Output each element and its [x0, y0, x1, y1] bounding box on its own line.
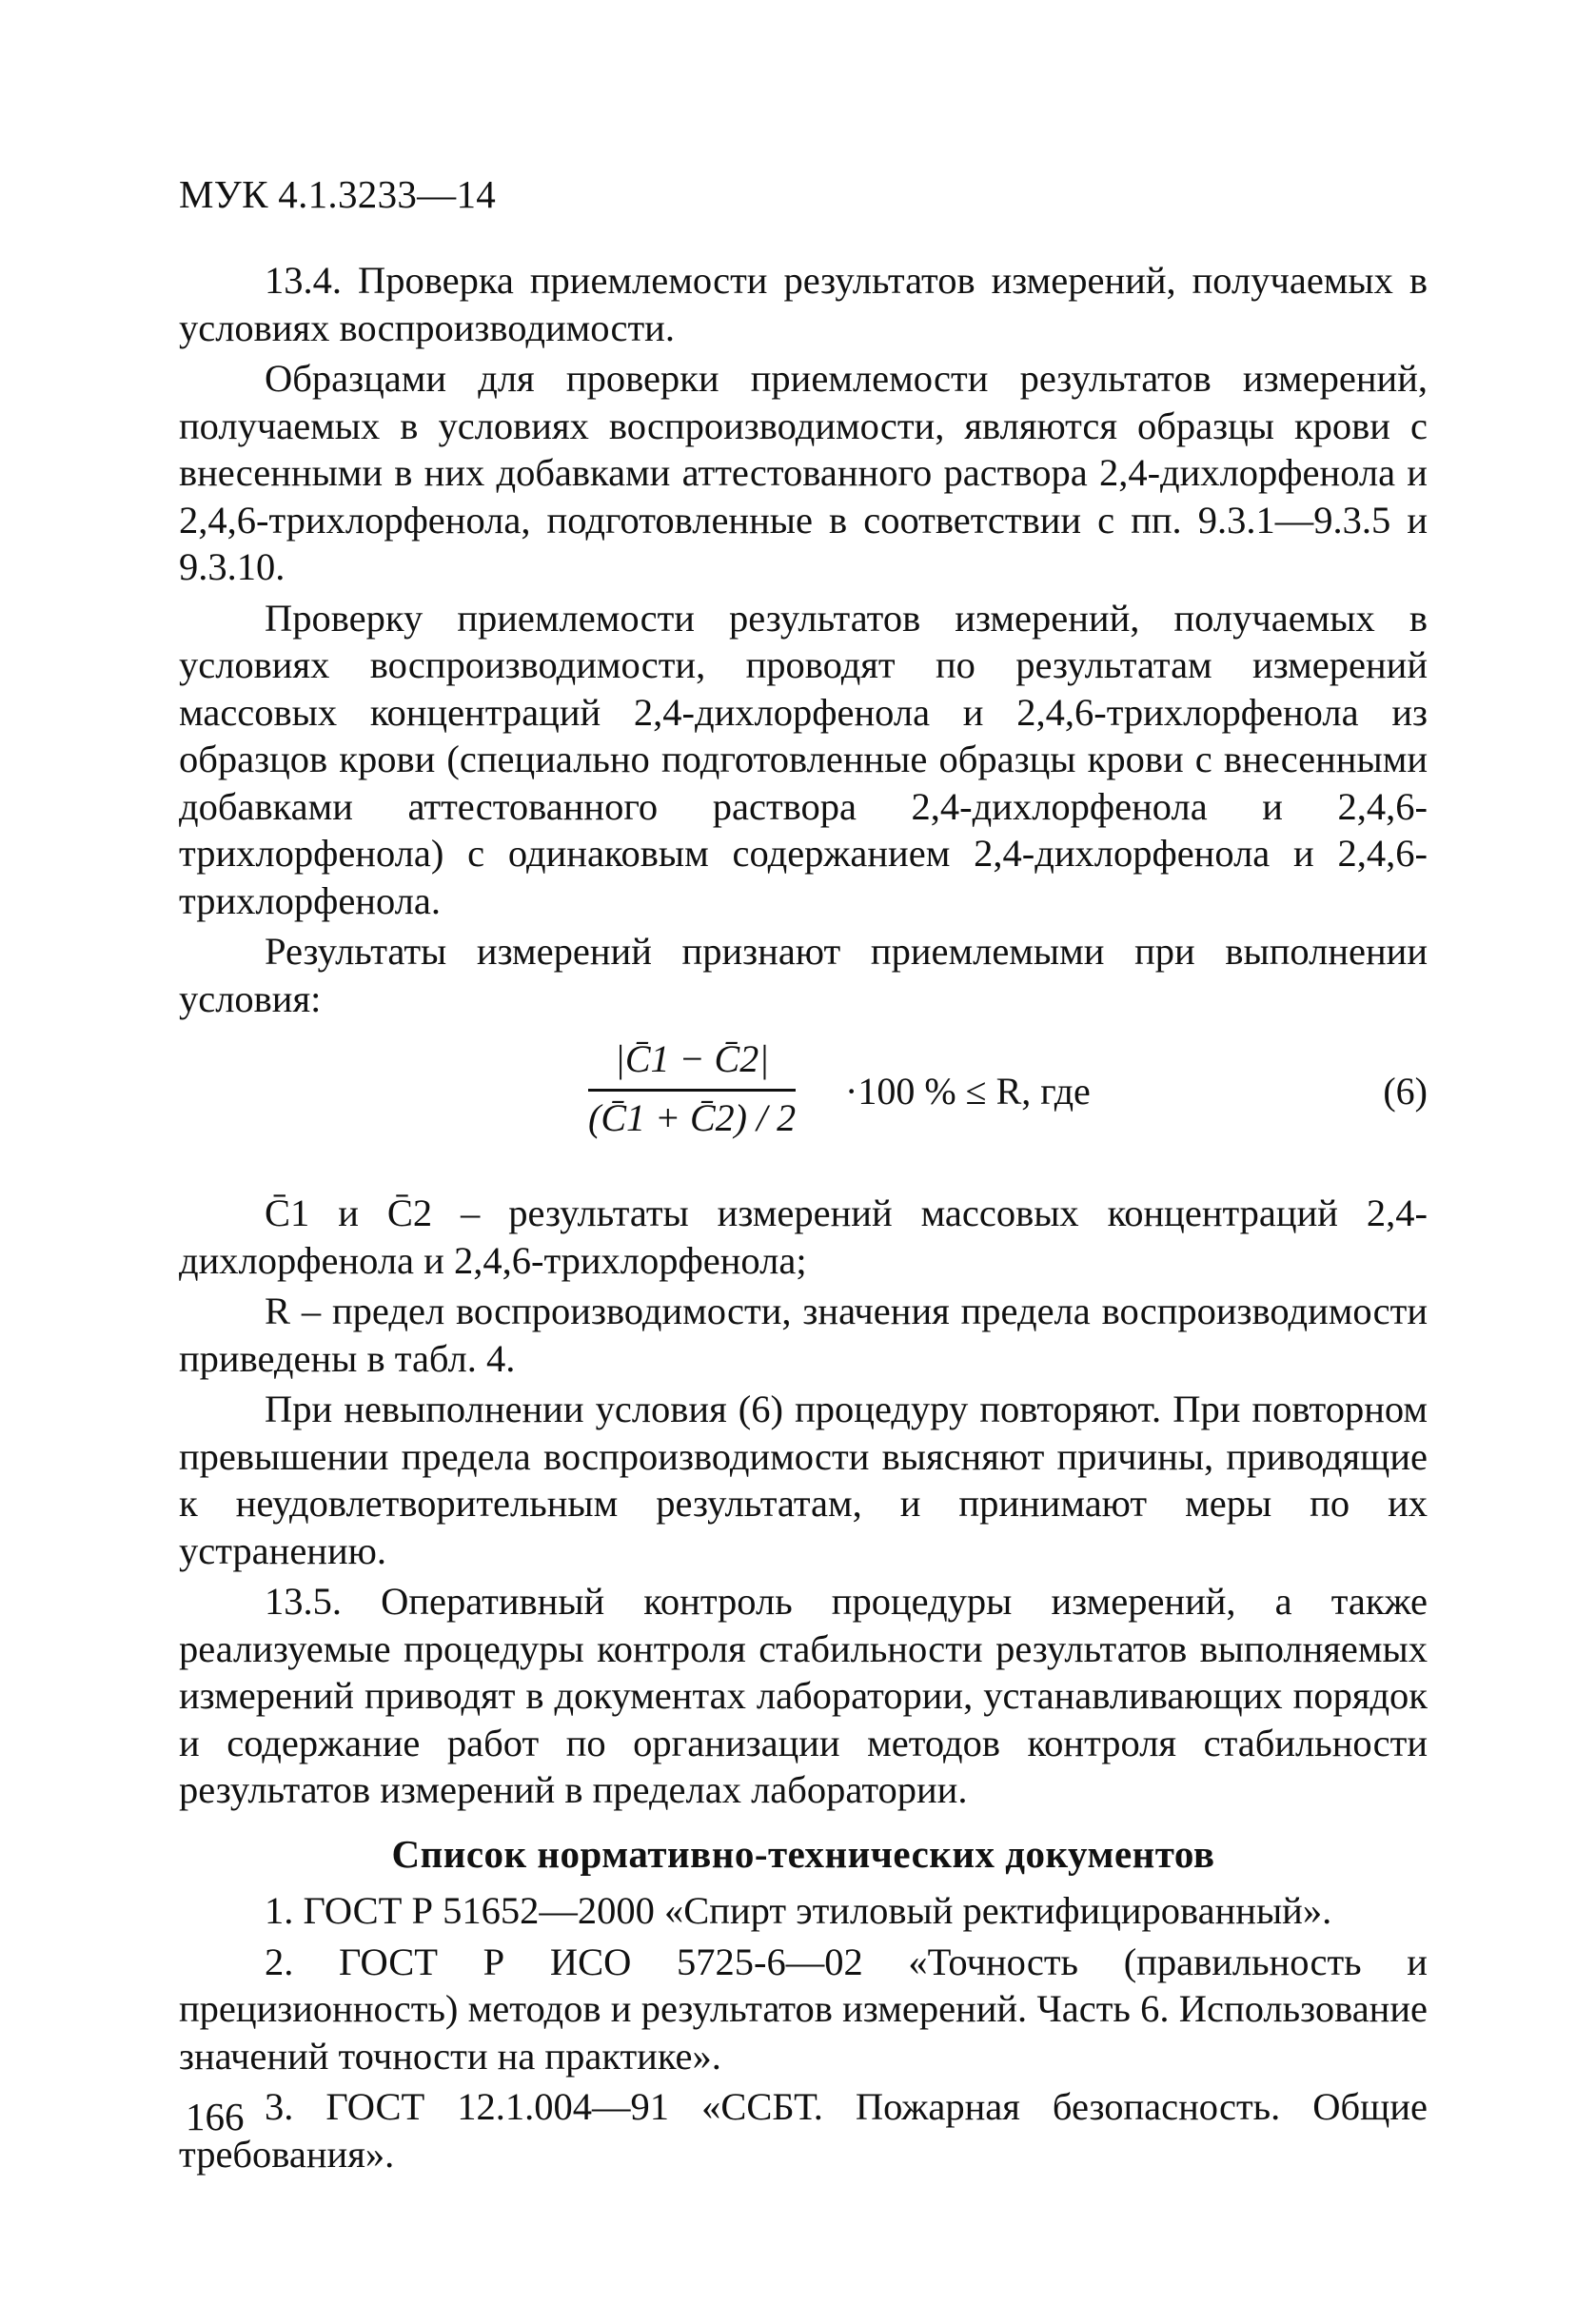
page-number: 166	[186, 2095, 245, 2138]
paragraph: Проверку приемлемости результатов измерений, получаемых в условиях воспроизводимости, проводят по результатам измерений массовых концентраций 2,4-дихлорфенола и 2,4,6-трихлорфенола из образцов крови (специально подготовленные образцы крови с внесенными добавками аттестованного раствора 2,4-дихлорфенола и 2,4,6-трихлорфенола) с одинаковым содержанием 2,4-дихлорфенола и 2,4,6-трихлорфенола.	[179, 596, 1428, 922]
section-title: Список нормативно-технических документов	[391, 1831, 1215, 1876]
document-header: МУК 4.1.3233—14	[179, 172, 497, 216]
formula-6	[179, 1034, 1428, 1176]
paragraph: При невыполнении условия (6) процедуру повторяют. При повторном превышении предела воспроизводимости выясняют причины, приводящие к неудовлетворительным результатам, и принимают меры по их устранению.	[179, 1388, 1428, 1572]
reference-item: 1. ГОСТ Р 51652—2000 «Спирт этиловый ректифицированный».	[265, 1889, 1332, 1932]
paragraph: R – предел воспроизводимости, значения предела воспроизводимости приведены в табл. 4.	[179, 1290, 1428, 1380]
paragraph: 13.4. Проверка приемлемости результатов измерений, получаемых в условиях воспроизводимости.	[179, 259, 1428, 349]
paragraph: Результаты измерений признают приемлемыми при выполнении условия:	[179, 930, 1428, 1020]
paragraph: 13.5. Оперативный контроль процедуры измерений, а также реализуемые процедуры контроля стабильности результатов выполняемых измерений приводят в документах лаборатории, устанавливающих порядок и содержание работ по организации методов контроля стабильности результатов измерений в пределах лаборатории.	[179, 1580, 1428, 1811]
equation-number: (6)	[1383, 1070, 1428, 1113]
paragraph: Образцами для проверки приемлемости результатов измерений, получаемых в условиях воспроизводимости, являются образцы крови с внесенными в них добавками аттестованного раствора 2,4-дихлорфенола и 2,4,6-трихлорфенола, подготовленные в соответствии с пп. 9.3.1—9.3.5 и 9.3.10.	[179, 357, 1428, 588]
formula-fraction	[588, 1034, 796, 1143]
document-body	[179, 257, 1428, 2181]
paragraph: C̄1 и C̄2 – результаты измерений массовых концентраций 2,4-дихлорфенола и 2,4,6-трихлорфенола;	[179, 1192, 1428, 1282]
formula-tail: ·100 % ≤ R, где	[845, 1070, 1091, 1113]
formula-numerator: |C̄1 − C̄2|	[614, 1037, 770, 1080]
reference-item: 3. ГОСТ 12.1.004—91 «ССБТ. Пожарная безопасность. Общие требования».	[179, 2085, 1428, 2176]
formula-denominator: (C̄1 + C̄2) / 2	[588, 1096, 797, 1139]
reference-item: 2. ГОСТ Р ИСО 5725-6—02 «Точность (правильность и прецизионность) методов и результатов измерений. Часть 6. Использование значений точности на практике».	[179, 1940, 1428, 2078]
